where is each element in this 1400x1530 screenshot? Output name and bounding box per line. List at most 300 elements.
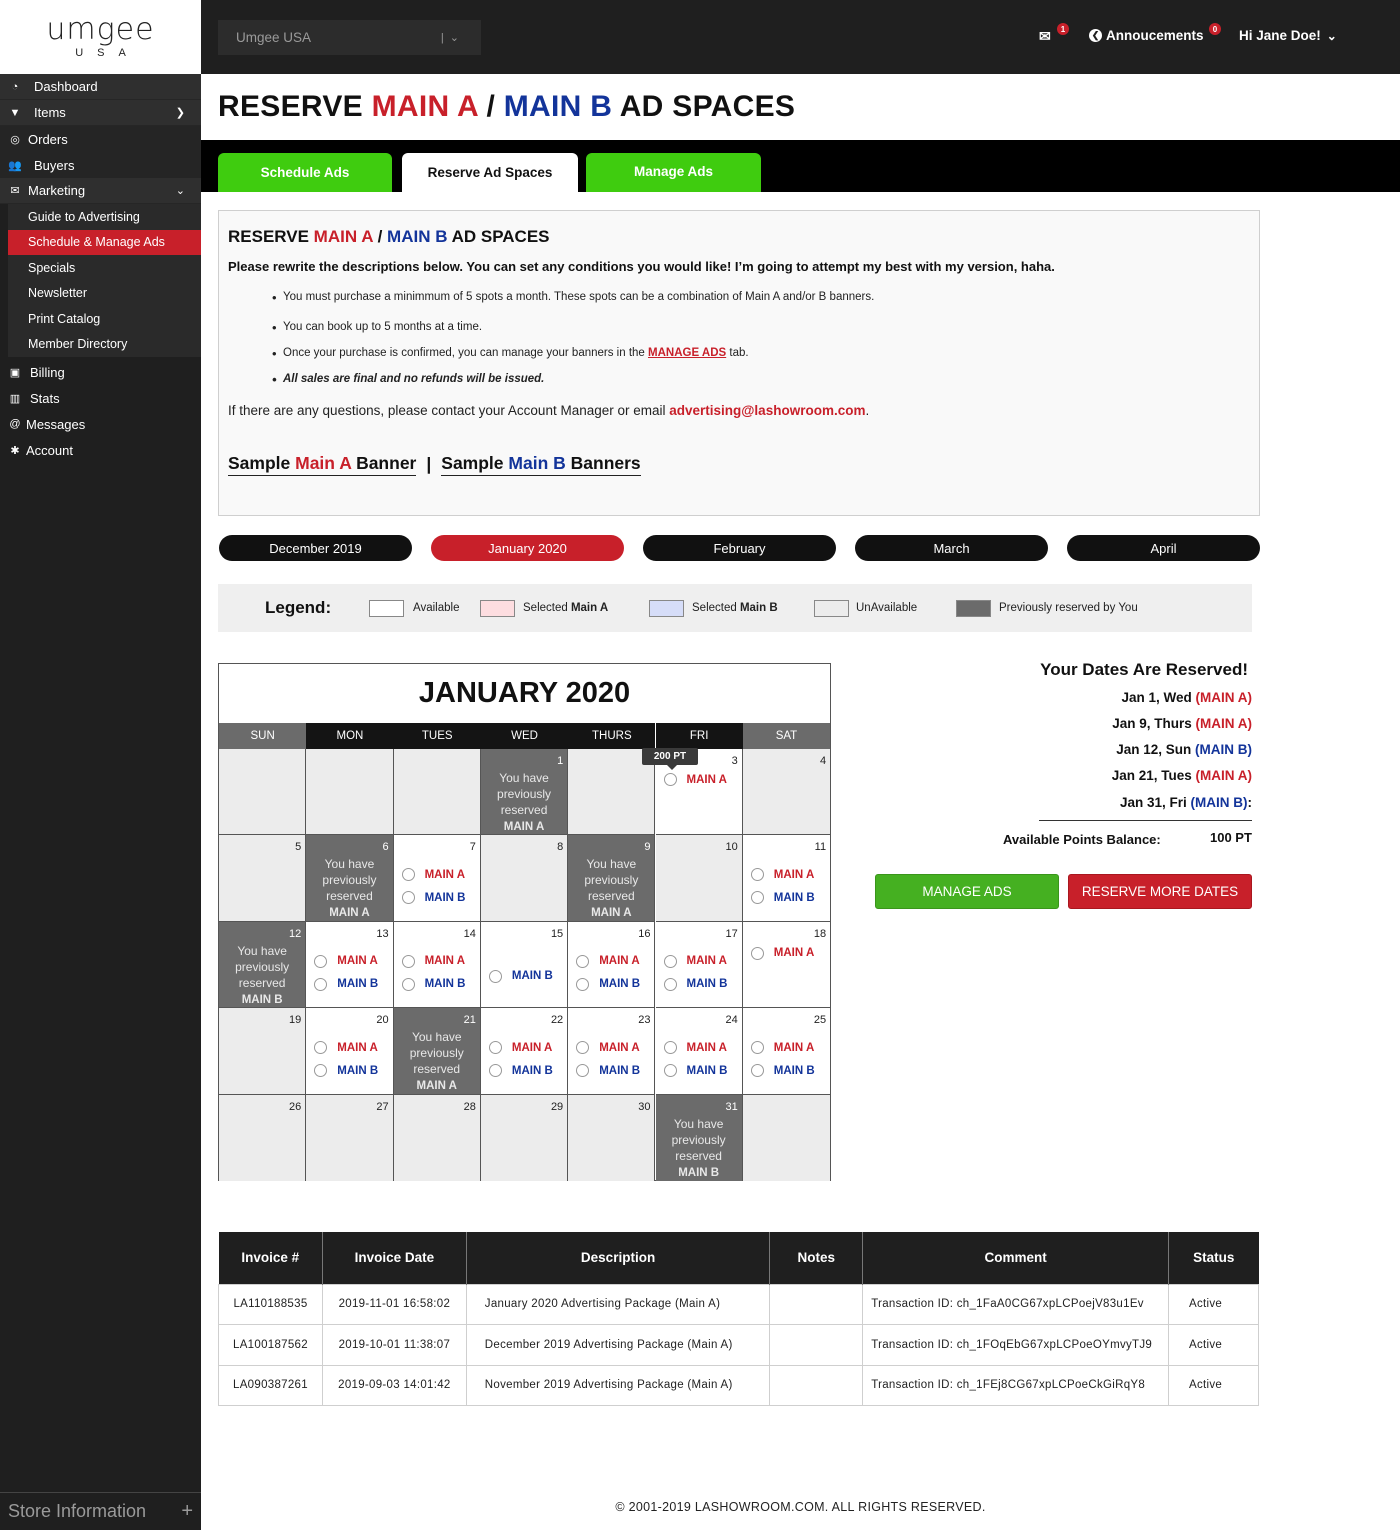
legend-available: Available (413, 602, 460, 614)
main-a-option[interactable] (489, 1041, 552, 1054)
sidebar-item-orders[interactable] (0, 126, 201, 152)
day-number: 7 (469, 841, 476, 854)
main-b-option[interactable] (576, 978, 640, 991)
legend-unavailable: UnAvailable (856, 602, 918, 614)
sidebar-item-account[interactable] (0, 437, 201, 463)
calendar-day[interactable] (394, 835, 481, 921)
header-invoice-number: Invoice # (219, 1232, 323, 1284)
prev-line: You have (237, 943, 287, 958)
day-number: 21 (463, 1014, 476, 1027)
sidebar-subitem-print-catalog[interactable]: Print Catalog (28, 311, 101, 326)
day-number: 5 (295, 841, 302, 854)
main-b-option[interactable] (402, 978, 466, 991)
prev-line: reserved (413, 1062, 461, 1077)
store-select-value: Umgee USA (236, 30, 312, 45)
day-number: 8 (557, 841, 564, 854)
calendar-day[interactable] (568, 922, 655, 1008)
user-menu[interactable] (1239, 28, 1337, 43)
option-label: MAIN B (773, 1064, 815, 1077)
logo-subtext: USA (75, 47, 140, 59)
globe-icon: ◎ (10, 133, 20, 146)
reserved-title: Your Dates Are Reserved! (1040, 660, 1248, 679)
info-heading-prefix: RESERVE (228, 227, 314, 246)
radio-button[interactable] (402, 978, 415, 991)
points-tooltip: 200 PT (642, 748, 698, 765)
invoice-status: Active (1169, 1365, 1259, 1406)
calendar-day (481, 749, 568, 835)
day-number: 9 (644, 841, 651, 854)
day-number: 27 (376, 1100, 389, 1113)
day-number: 22 (550, 1014, 564, 1027)
radio-button[interactable] (576, 978, 589, 991)
calendar-day (394, 1095, 481, 1181)
main-b-option[interactable] (576, 1064, 640, 1077)
option-label: MAIN A (773, 947, 815, 960)
weekday-mon: MON (306, 723, 393, 749)
radio-button[interactable] (664, 773, 677, 786)
prev-line: You have (324, 857, 375, 872)
main-b-option[interactable] (314, 1064, 378, 1077)
tab-schedule-ads[interactable]: Schedule Ads (218, 153, 392, 192)
option-label: MAIN B (686, 1064, 728, 1077)
calendar-day (219, 922, 306, 1008)
invoice-date: 2019-10-01 11:38:07 (322, 1325, 466, 1366)
option-label: MAIN B (599, 978, 641, 991)
radio-button[interactable] (751, 868, 764, 881)
invoice-comment: Transaction ID: ch_1FEj8CG67xpLCPoeCkGiRqY8 (863, 1365, 1169, 1406)
main-a-option[interactable] (576, 955, 639, 968)
main-b-option[interactable] (489, 970, 553, 983)
sidebar-subitem-specials[interactable]: Specials (28, 260, 76, 275)
announcements-label: Annoucements (1106, 28, 1204, 43)
calendar-day[interactable] (394, 922, 481, 1008)
radio-button[interactable] (402, 891, 415, 904)
radio-button[interactable] (314, 1064, 327, 1077)
at-icon: @ (9, 418, 21, 430)
calendar (218, 663, 831, 1181)
email-link[interactable]: advertising@lashowroom.com (669, 403, 866, 418)
day-number: 1 (557, 755, 564, 767)
reserved-date-1 (1121, 690, 1252, 705)
previously-reserved-note (481, 770, 567, 835)
reserved-slot: (MAIN B) (1190, 795, 1248, 810)
reserved-date-text: Jan 21, Tues (1111, 768, 1196, 783)
day-number: 24 (725, 1014, 738, 1027)
radio-button[interactable] (402, 955, 415, 968)
sidebar-item-label: Stats (30, 390, 60, 406)
main-b-option[interactable] (751, 1064, 815, 1077)
title-suffix: AD SPACES (612, 90, 796, 123)
invoice-status: Active (1169, 1325, 1259, 1366)
dashboard-icon: ◔ (11, 80, 19, 93)
legend-swatch-previously (956, 600, 991, 617)
reserved-date-3 (1116, 742, 1252, 757)
sample-a-highlight: Main A (295, 453, 352, 473)
prev-slot: MAIN A (329, 907, 370, 920)
info-contact (228, 403, 869, 418)
radio-button[interactable] (489, 970, 502, 983)
sidebar-item-buyers[interactable] (0, 152, 201, 178)
calendar-day (394, 1008, 481, 1094)
calendar-day[interactable] (743, 835, 830, 921)
main-a-option[interactable] (576, 1041, 639, 1054)
radio-button[interactable] (751, 1041, 764, 1054)
calendar-day (568, 835, 655, 921)
day-number: 11 (814, 841, 827, 854)
contact-tail: . (865, 403, 870, 418)
option-label: MAIN A (773, 1041, 815, 1054)
day-number: 6 (382, 841, 389, 854)
radio-button[interactable] (314, 955, 327, 968)
day-number: 25 (813, 1014, 827, 1027)
invoice-table (218, 1232, 1259, 1406)
envelope-icon: ✉ (10, 185, 20, 197)
manage-ads-link[interactable]: MANAGE ADS (648, 347, 727, 359)
tab-manage-ads[interactable]: Manage Ads (586, 153, 761, 192)
logo-text: umgee (46, 12, 155, 47)
radio-button[interactable] (751, 947, 764, 960)
calendar-day[interactable] (743, 1008, 830, 1094)
radio-button[interactable] (489, 1064, 502, 1077)
tab-bar (201, 140, 1400, 192)
chevron-down-icon: | ⌄ (440, 32, 459, 44)
day-number: 17 (725, 927, 738, 940)
title-separator: / (477, 90, 504, 123)
calendar-day[interactable] (656, 1008, 743, 1094)
calendar-day (219, 749, 306, 835)
day-number: 13 (376, 927, 389, 940)
option-label: MAIN B (424, 891, 466, 904)
sidebar-item-messages[interactable] (0, 411, 201, 437)
sidebar-item-marketing[interactable] (0, 178, 201, 204)
invoice-description: December 2019 Advertising Package (Main A) (466, 1325, 770, 1366)
logo[interactable] (0, 0, 201, 74)
previously-reserved-note (656, 1116, 742, 1181)
sidebar-subitem-guide[interactable]: Guide to Advertising (28, 209, 140, 224)
option-label: MAIN A (773, 868, 815, 881)
option-label: MAIN A (337, 955, 378, 968)
chevron-right-icon: ❯ (175, 107, 185, 119)
invoice-description: January 2020 Advertising Package (Main A) (466, 1284, 770, 1325)
title-main-b: MAIN B (503, 90, 613, 123)
option-label: MAIN A (424, 955, 466, 968)
prev-line: reserved (500, 803, 548, 817)
header-invoice-date: Invoice Date (322, 1232, 466, 1284)
radio-button[interactable] (664, 955, 677, 968)
header-notes: Notes (770, 1232, 863, 1284)
info-bullet-3 (283, 347, 749, 359)
envelope-icon: ✉ (1039, 28, 1051, 44)
reserved-date-5 (1120, 795, 1252, 810)
footer-copyright: © 2001-2019 LASHOWROOM.COM. ALL RIGHTS RESERVED. (615, 1500, 986, 1514)
option-label: MAIN B (686, 978, 728, 991)
manage-ads-button[interactable]: MANAGE ADS (875, 874, 1059, 909)
legend-swatch-available (369, 600, 404, 617)
reserved-slot: (MAIN B) (1195, 742, 1252, 757)
info-heading-suffix: AD SPACES (447, 227, 550, 246)
main-a-option[interactable] (664, 955, 727, 968)
month-march[interactable]: March (855, 535, 1048, 561)
calendar-day[interactable] (481, 922, 568, 1008)
legend-swatch-unavailable (814, 600, 849, 617)
invoice-number[interactable]: LA090387261 (219, 1365, 323, 1406)
points-balance-label: Available Points Balance: (1003, 832, 1161, 847)
day-number: 12 (289, 927, 302, 940)
month-december-2019[interactable]: December 2019 (219, 535, 412, 561)
legend-swatch-selected-a (480, 600, 515, 617)
invoice-header-row (219, 1232, 1259, 1284)
invoice-number[interactable]: LA110188535 (219, 1284, 323, 1325)
calendar-day (481, 1095, 568, 1181)
title-prefix: RESERVE (218, 90, 372, 123)
previously-reserved-note (306, 856, 392, 921)
legend-swatch-selected-b (649, 600, 684, 617)
marketing-subnav (0, 204, 201, 357)
day-number: 10 (725, 841, 738, 854)
invoice-notes (770, 1284, 863, 1325)
invoice-notes (770, 1365, 863, 1406)
main-b-option[interactable] (751, 891, 815, 904)
calendar-day (743, 1095, 830, 1181)
radio-button[interactable] (751, 1064, 764, 1077)
info-heading-main-b: MAIN B (387, 227, 448, 246)
calendar-day (306, 749, 393, 835)
calendar-day (394, 749, 481, 835)
radio-button[interactable] (314, 1041, 327, 1054)
radio-button[interactable] (576, 1064, 589, 1077)
table-row (219, 1284, 1259, 1325)
calendar-day[interactable] (656, 922, 743, 1008)
reserved-tail: : (1247, 795, 1252, 810)
main-a-option[interactable] (751, 1041, 814, 1054)
day-number: 19 (289, 1014, 302, 1027)
invoice-date: 2019-09-03 14:01:42 (322, 1365, 466, 1406)
prev-line: You have (411, 1030, 462, 1045)
calendar-day[interactable] (481, 1008, 568, 1094)
legend-selected-b-pre: Selected (692, 602, 740, 614)
sidebar-item-dashboard[interactable] (0, 74, 201, 100)
money-icon: ▣ (9, 366, 21, 379)
radio-button[interactable] (314, 978, 327, 991)
bullet-3-text: Once your purchase is confirmed, you can manage your banners in the (283, 347, 649, 359)
day-number: 31 (725, 1100, 738, 1113)
prev-line: reserved (675, 1148, 722, 1163)
day-number: 15 (550, 927, 564, 940)
sidebar-item-billing[interactable] (0, 359, 201, 385)
calendar-day (219, 1008, 306, 1094)
sample-b-highlight: Main B (508, 453, 566, 473)
option-label: MAIN A (511, 1041, 553, 1054)
announcements-button[interactable] (1089, 24, 1218, 43)
invoice-comment: Transaction ID: ch_1FaA0CG67xpLCPoejV83u1Ev (863, 1284, 1169, 1325)
reserved-date-text: Jan 12, Sun (1116, 742, 1195, 757)
header-comment: Comment (863, 1232, 1169, 1284)
sidebar-subitem-schedule-manage-ads[interactable]: Schedule & Manage Ads (8, 230, 201, 256)
header-description: Description (466, 1232, 770, 1284)
invoice-description: November 2019 Advertising Package (Main A) (466, 1365, 770, 1406)
radio-button[interactable] (664, 1041, 677, 1054)
calendar-day (219, 1095, 306, 1181)
weekday-sun: SUN (219, 723, 306, 749)
legend-label: Legend: (265, 598, 332, 617)
header-status: Status (1169, 1232, 1259, 1284)
main-b-option[interactable] (664, 1064, 728, 1077)
page-title (218, 90, 795, 124)
calendar-day[interactable] (306, 922, 393, 1008)
main-a-option[interactable] (751, 947, 814, 960)
radio-button[interactable] (664, 978, 677, 991)
main-b-option[interactable] (314, 978, 378, 991)
sidebar-item-stats[interactable] (0, 385, 201, 411)
day-number: 16 (638, 927, 651, 940)
main-a-option[interactable] (402, 955, 465, 968)
prev-line: previously (322, 873, 377, 888)
option-label: MAIN B (773, 891, 815, 904)
month-february[interactable]: February (643, 535, 836, 561)
sidebar-item-label: Dashboard (34, 79, 98, 94)
prev-line: reserved (326, 889, 373, 904)
option-label: MAIN A (599, 955, 640, 968)
store-select[interactable] (218, 20, 481, 55)
option-label: MAIN A (686, 773, 727, 786)
legend-selected-a (523, 602, 608, 614)
prev-line: previously (497, 787, 552, 801)
weekday-thurs: THURS (568, 723, 655, 749)
legend-selected-a-name: Main A (570, 602, 609, 614)
weekday-tues: TUES (394, 723, 481, 749)
legend-selected-b (692, 602, 778, 614)
sample-b-post: Banners (565, 453, 641, 473)
store-information-label: Store Information (8, 1501, 147, 1521)
invoice-notes (770, 1325, 863, 1366)
sidebar-item-items[interactable] (0, 100, 201, 126)
sidebar-item-label: Account (26, 442, 73, 458)
sidebar-item-label: Billing (30, 364, 65, 380)
calendar-day (568, 1095, 655, 1181)
reserved-slot: (MAIN A) (1195, 716, 1252, 731)
previously-reserved-note (394, 1029, 480, 1094)
main-b-option[interactable] (664, 978, 728, 991)
day-number: 3 (731, 755, 738, 767)
radio-button[interactable] (576, 955, 589, 968)
month-april[interactable]: April (1067, 535, 1260, 561)
info-lead: Please rewrite the descriptions below. You can set any conditions you would like! I’m going to attempt my best with my version, haha. (228, 259, 1055, 274)
option-label: MAIN A (424, 868, 466, 881)
table-row (219, 1325, 1259, 1366)
option-label: MAIN A (599, 1041, 640, 1054)
main-b-option[interactable] (489, 1064, 553, 1077)
sidebar-subitem-member-directory[interactable]: Member Directory (28, 337, 128, 352)
radio-button[interactable] (664, 1064, 677, 1077)
info-bullet-4: • All sales are final and no refunds will be issued. (283, 373, 544, 385)
day-number: 14 (463, 927, 476, 940)
invoice-comment: Transaction ID: ch_1FOqEbG67xpLCPoeOYmvyTJ9 (863, 1325, 1169, 1366)
info-heading-sep: / (372, 227, 388, 246)
prev-slot: MAIN B (241, 993, 283, 1006)
chart-icon: ▥ (9, 392, 21, 405)
weekday-sat: SAT (743, 723, 830, 749)
radio-button[interactable] (576, 1041, 589, 1054)
calendar-day (481, 835, 568, 921)
option-label: MAIN B (511, 970, 553, 983)
prev-line: reserved (587, 889, 635, 904)
invoice-date: 2019-11-01 16:58:02 (322, 1284, 466, 1325)
reserved-date-4 (1112, 768, 1252, 783)
main-a-option[interactable] (402, 868, 465, 881)
day-number: 30 (638, 1100, 651, 1113)
option-label: MAIN B (337, 1064, 379, 1077)
legend (218, 584, 1252, 632)
main-a-option[interactable] (664, 1041, 727, 1054)
sample-separator: | (426, 454, 432, 474)
weekday-wed: WED (481, 723, 568, 749)
prev-line: previously (671, 1132, 726, 1147)
previously-reserved-note (568, 856, 654, 921)
option-label: MAIN A (337, 1041, 378, 1054)
sidebar-item-label: Marketing (28, 183, 86, 198)
calendar-day (306, 1095, 393, 1181)
day-number: 18 (813, 927, 827, 940)
divider (1039, 820, 1252, 821)
option-label: MAIN B (424, 978, 466, 991)
previously-reserved-note (219, 943, 305, 1008)
main-b-option[interactable] (402, 891, 466, 904)
day-number: 26 (289, 1100, 302, 1113)
main-a-option[interactable] (314, 955, 377, 968)
radio-button[interactable] (751, 891, 764, 904)
calendar-day[interactable] (306, 1008, 393, 1094)
invoice-number[interactable]: LA100187562 (219, 1325, 323, 1366)
points-balance-value: 100 PT (1210, 830, 1252, 845)
main-a-option[interactable] (664, 773, 727, 786)
sample-main-a-link[interactable] (228, 453, 416, 476)
calendar-day (306, 835, 393, 921)
sidebar-item-label: Items (34, 105, 66, 120)
sample-main-b-link[interactable] (441, 453, 640, 476)
sidebar-subitem-newsletter[interactable]: Newsletter (28, 286, 88, 301)
tab-reserve-ad-spaces[interactable]: Reserve Ad Spaces (402, 153, 578, 192)
chevron-left-circle-icon: ❮ (1089, 29, 1102, 42)
prev-slot: MAIN B (678, 1166, 720, 1179)
main-a-option[interactable] (314, 1041, 377, 1054)
main-a-option[interactable] (751, 868, 814, 881)
sidebar-item-label: Messages (26, 416, 86, 432)
top-bar (201, 0, 1400, 74)
sidebar-item-label: Buyers (34, 157, 75, 173)
plus-icon: + (181, 1500, 193, 1522)
info-bullet-1: • You must purchase a minimmum of 5 spots a month. These spots can be a combination of Main A and/or B banners. (283, 291, 874, 303)
radio-button[interactable] (402, 868, 415, 881)
prev-line: You have (673, 1116, 724, 1131)
prev-line: previously (409, 1046, 464, 1061)
day-number: 29 (550, 1100, 564, 1113)
calendar-day[interactable] (743, 922, 830, 1008)
sample-links (228, 453, 641, 476)
prev-line: You have (499, 771, 549, 785)
reserve-more-dates-button[interactable]: RESERVE MORE DATES (1068, 874, 1252, 909)
reserved-slot: (MAIN A) (1195, 768, 1252, 783)
chevron-down-icon: ⌄ (175, 185, 185, 197)
month-january-2020[interactable]: January 2020 (431, 535, 624, 561)
mail-button[interactable] (1039, 24, 1066, 45)
option-label: MAIN A (686, 955, 727, 968)
radio-button[interactable] (489, 1041, 502, 1054)
option-label: MAIN B (337, 978, 379, 991)
legend-selected-a-pre: Selected (523, 602, 571, 614)
prev-slot: MAIN A (416, 1080, 457, 1093)
invoice-status: Active (1169, 1284, 1259, 1325)
calendar-day[interactable] (568, 1008, 655, 1094)
